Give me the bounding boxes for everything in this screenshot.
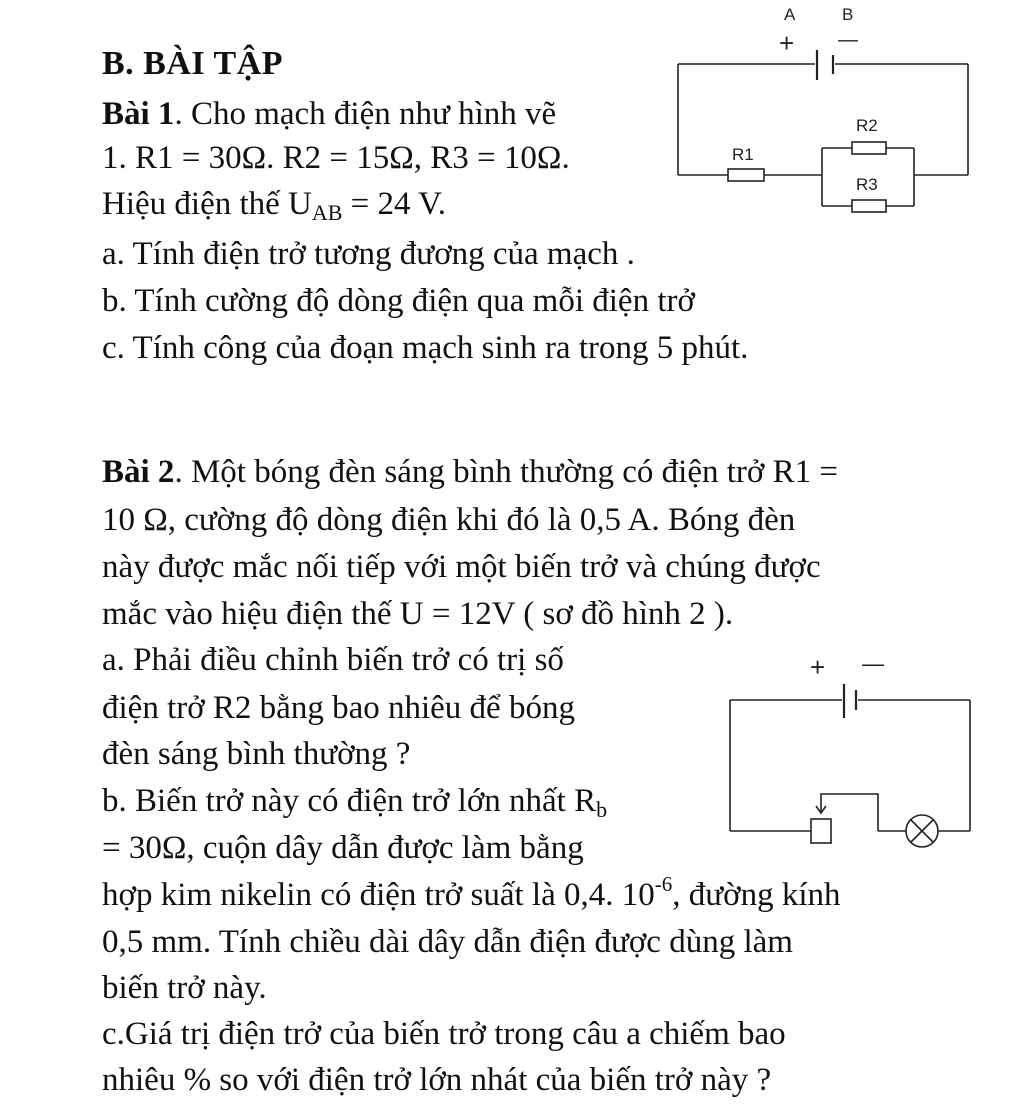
bai2-line-4: mắc vào hiệu điện thế U = 12V ( sơ đồ hình 2 ). [102, 596, 734, 632]
bai1-question-c: c. Tính công của đoạn mạch sinh ra trong 5 phút. [102, 330, 749, 366]
bai1-title: Bài 1 [102, 96, 175, 132]
bai2-question-a-line-3: đèn sáng bình thường ? [102, 736, 411, 772]
bai1-question-a: a. Tính điện trở tương đương của mạch . [102, 236, 635, 272]
bai1-voltage-pre: Hiệu điện thế U [102, 186, 312, 222]
bai2-b1-pre: b. Biến trở này có điện trở lớn nhất R [102, 783, 597, 819]
r3-resistor [852, 200, 886, 212]
bai2-question-c-line-1: c.Giá trị điện trở của biến trở trong câu a chiếm bao [102, 1016, 786, 1052]
bai2-line-3: này được mắc nối tiếp với một biến trở và chúng được [102, 549, 821, 585]
bai2-title: Bài 2 [102, 454, 175, 490]
bai1-question-b: b. Tính cường độ dòng điện qua mỗi điện trở [102, 283, 695, 319]
bai2-question-b-line-5: biến trở này. [102, 970, 267, 1006]
bai1-voltage-post: = 24 V. [342, 186, 447, 222]
bai2-question-a-line-1: a. Phải điều chỉnh biến trở có trị số [102, 642, 564, 678]
r2-label: R2 [856, 116, 878, 135]
plus-sign: + [779, 28, 795, 58]
bai2-question-b-line-2: = 30Ω, cuộn dây dẫn được làm bằng [102, 830, 584, 866]
r1-resistor [728, 169, 764, 181]
r1-label: R1 [732, 145, 754, 164]
bai2-b1-sub: b [596, 797, 608, 822]
bai1-voltage [102, 184, 446, 224]
bai2-question-c-line-2: nhiêu % so với điện trở lớn nhát của biến trở này ? [102, 1062, 772, 1098]
bai2-intro-text: . Một bóng đèn sáng bình thường có điện trở R1 = [174, 454, 838, 490]
r2-resistor [852, 142, 886, 154]
r3-label: R3 [856, 175, 878, 194]
bai1-intro-text: . Cho mạch điện như hình vẽ [174, 96, 557, 132]
bai2-line-1 [102, 452, 838, 492]
bai1-voltage-sub: AB [311, 200, 343, 225]
bai2-question-b-line-4: 0,5 mm. Tính chiều dài dây dẫn điện được dùng làm [102, 924, 793, 960]
bai1-circuit-diagram [670, 0, 980, 225]
section-heading: B. BÀI TẬP [102, 45, 284, 82]
bai1-values: 1. R1 = 30Ω. R2 = 15Ω, R3 = 10Ω. [102, 140, 570, 176]
bai2-b3-pre: hợp kim nikelin có điện trở suất là 0,4. 10 [102, 877, 655, 913]
rheostat-slider-wire [821, 794, 878, 831]
bai1-intro [102, 94, 556, 134]
bai2-b3-post: , đường kính [672, 877, 841, 913]
bai2-circuit-diagram [720, 640, 980, 860]
bai2-line-2: 10 Ω, cường độ dòng điện khi đó là 0,5 A. Bóng đèn [102, 502, 796, 538]
bai2-question-b-line-3 [102, 872, 841, 915]
plus-sign: + [810, 652, 826, 682]
bai2-question-b-line-1 [102, 781, 607, 821]
terminal-b-label: B [842, 5, 854, 24]
bai2-b3-sup: -6 [654, 872, 673, 896]
minus-sign: — [862, 651, 884, 676]
minus-sign: — [838, 29, 858, 51]
terminal-a-label: A [784, 5, 796, 24]
bai2-question-a-line-2: điện trở R2 bằng bao nhiêu để bóng [102, 690, 575, 726]
rheostat-body [811, 819, 831, 843]
